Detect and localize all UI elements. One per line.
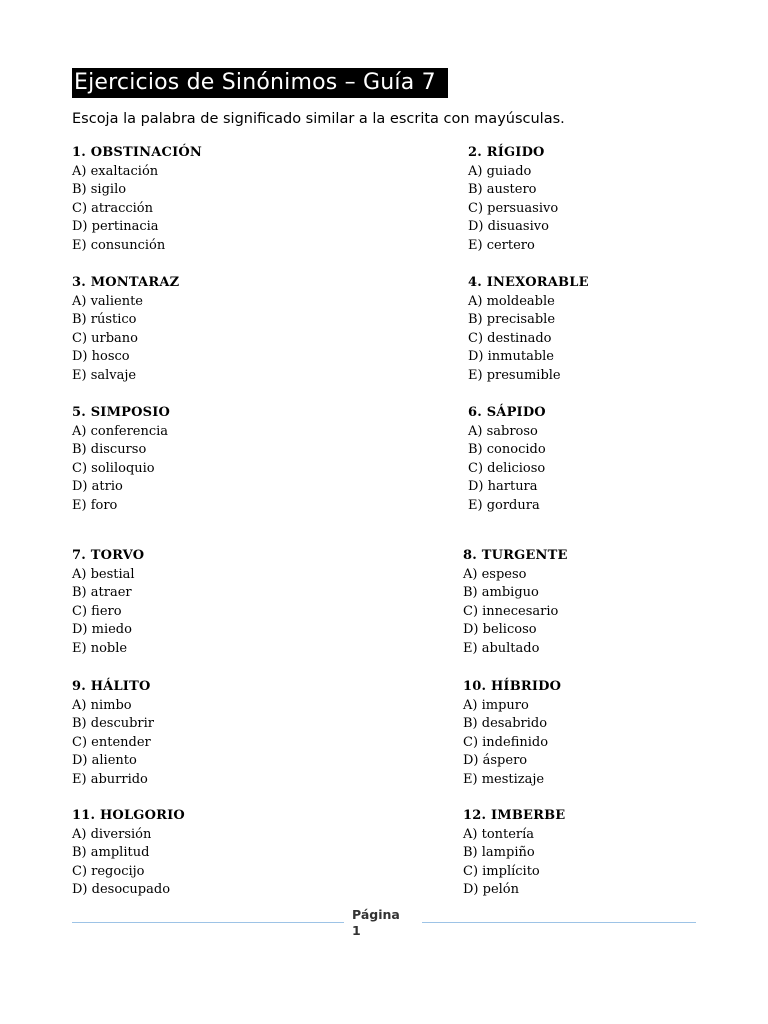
option-a: A) exaltación <box>72 163 159 179</box>
question-title: 7. TORVO <box>72 548 145 563</box>
option-a: A) espeso <box>463 566 527 582</box>
option-c: C) entender <box>72 734 151 750</box>
option-b: B) rústico <box>72 312 137 328</box>
option-a: A) valiente <box>72 293 143 309</box>
option-d: D) inmutable <box>468 349 555 365</box>
question-2 <box>468 144 558 256</box>
option-d: D) hartura <box>468 479 538 495</box>
page-number <box>352 907 400 939</box>
option-c: C) urbano <box>72 330 139 346</box>
option-d: D) aliento <box>72 753 137 769</box>
option-c: C) atracción <box>72 200 154 216</box>
question-4 <box>468 274 589 386</box>
option-e: E) noble <box>72 640 128 656</box>
option-b: B) atraer <box>72 585 132 601</box>
option-a: A) conferencia <box>72 423 169 439</box>
option-b: B) conocido <box>468 442 546 458</box>
option-e: E) consunción <box>72 237 166 253</box>
option-c: C) destinado <box>468 330 552 346</box>
option-b: B) lampiño <box>463 845 535 861</box>
question-3 <box>72 274 179 386</box>
option-a: A) tontería <box>463 826 535 842</box>
option-c: C) delicioso <box>468 460 546 476</box>
option-b: B) amplitud <box>72 845 150 861</box>
option-b: B) ambiguo <box>463 585 539 601</box>
option-a: A) moldeable <box>468 293 555 309</box>
instructions: Escoja la palabra de significado similar a la escrita con mayúsculas. <box>72 111 565 127</box>
question-title: 12. IMBERBE <box>463 808 566 823</box>
option-e: E) gordura <box>468 497 540 513</box>
option-a: A) bestial <box>72 566 135 582</box>
option-a: A) sabroso <box>468 423 538 439</box>
option-e: E) mestizaje <box>463 771 545 787</box>
question-6 <box>468 404 546 516</box>
option-b: B) desabrido <box>463 716 548 732</box>
question-7 <box>72 547 144 659</box>
option-e: E) certero <box>468 237 535 253</box>
question-title: 1. OBSTINACIÓN <box>72 145 202 160</box>
question-8 <box>463 547 568 659</box>
option-a: A) impuro <box>463 697 529 713</box>
question-title: 9. HÁLITO <box>72 679 151 694</box>
option-b: B) discurso <box>72 442 147 458</box>
option-b: B) descubrir <box>72 716 155 732</box>
option-c: C) persuasivo <box>468 200 559 216</box>
option-c: C) indefinido <box>463 734 549 750</box>
option-e: E) presumible <box>468 367 561 383</box>
option-d: D) desocupado <box>72 882 171 898</box>
question-1 <box>72 144 202 256</box>
option-d: D) pelón <box>463 882 519 898</box>
question-title: 8. TURGENTE <box>463 548 568 563</box>
option-d: D) atrio <box>72 479 123 495</box>
question-title: 5. SIMPOSIO <box>72 405 171 420</box>
option-d: D) belicoso <box>463 622 537 638</box>
footer-divider-right <box>422 922 696 923</box>
option-b: B) sigilo <box>72 182 127 198</box>
option-a: A) nimbo <box>72 697 132 713</box>
page-word: Página <box>352 907 400 922</box>
page-title: Ejercicios de Sinónimos – Guía 7 <box>72 68 448 98</box>
question-10 <box>463 678 561 790</box>
question-12 <box>463 807 565 900</box>
option-d: D) áspero <box>463 753 528 769</box>
option-e: E) abultado <box>463 640 540 656</box>
option-b: B) austero <box>468 182 537 198</box>
option-e: E) aburrido <box>72 771 148 787</box>
option-c: C) regocijo <box>72 863 145 879</box>
question-11 <box>72 807 185 900</box>
question-title: 11. HOLGORIO <box>72 808 185 823</box>
question-title: 6. SÁPIDO <box>468 405 546 420</box>
option-c: C) implícito <box>463 863 540 879</box>
option-d: D) pertinacia <box>72 219 159 235</box>
option-c: C) innecesario <box>463 603 559 619</box>
option-a: A) guiado <box>468 163 532 179</box>
question-9 <box>72 678 154 790</box>
option-e: E) foro <box>72 497 118 513</box>
option-d: D) disuasivo <box>468 219 549 235</box>
option-c: C) soliloquio <box>72 460 155 476</box>
footer-divider-left <box>72 922 344 923</box>
question-title: 3. MONTARAZ <box>72 275 180 290</box>
option-d: D) hosco <box>72 349 130 365</box>
question-title: 2. RÍGIDO <box>468 145 545 160</box>
option-a: A) diversión <box>72 826 152 842</box>
option-b: B) precisable <box>468 312 556 328</box>
question-5 <box>72 404 170 516</box>
option-d: D) miedo <box>72 622 132 638</box>
option-c: C) fiero <box>72 603 122 619</box>
option-e: E) salvaje <box>72 367 137 383</box>
page-number-value: 1 <box>352 923 361 938</box>
question-title: 4. INEXORABLE <box>468 275 589 290</box>
question-title: 10. HÍBRIDO <box>463 679 562 694</box>
